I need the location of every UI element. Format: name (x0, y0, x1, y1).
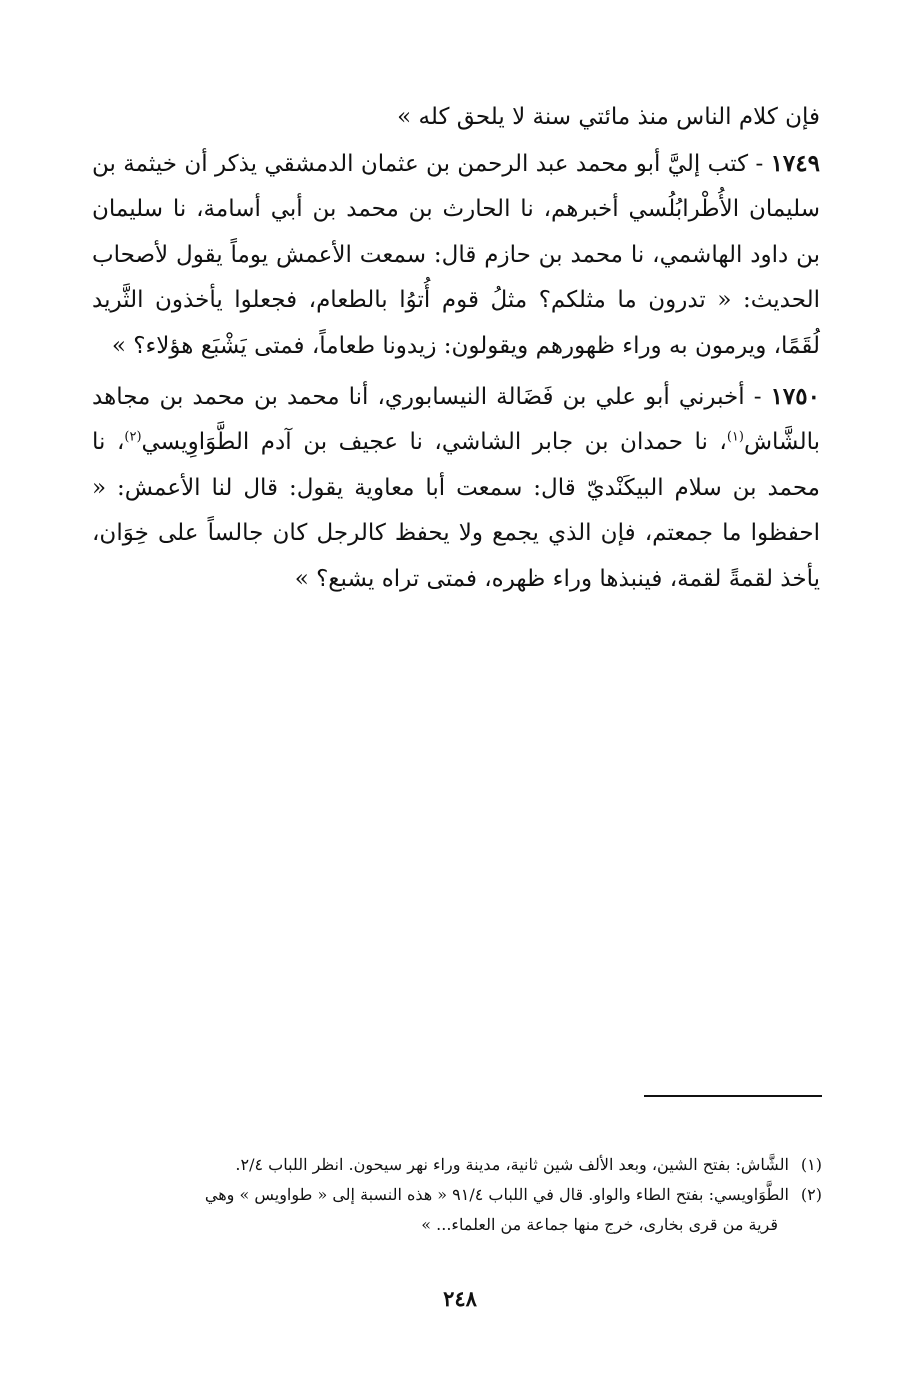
footnote-text: الطَّوَاويسي: بفتح الطاء والواو. قال في اللباب ٩١/٤ « هذه النسبة إلى « طواويس » وهي (204, 1185, 789, 1204)
footnote-mark: (١) (800, 1155, 822, 1174)
hadith-1750 (92, 374, 820, 603)
hadith-number: ١٧٤٩ (770, 149, 820, 177)
hadith-1749 (92, 141, 820, 370)
footnote-reference-1[interactable]: (١) (726, 429, 744, 445)
hadith-number: ١٧٥٠ (770, 382, 820, 410)
footnote-mark: (٢) (800, 1185, 822, 1204)
hadith-text: - كتب إليَّ أبو محمد عبد الرحمن بن عثمان الدمشقي يذكر أن خيثمة بن سليمان الأُطْرابُلُسي أخبرهم، نا الحارث بن محمد بن أبي أسامة، نا سليمان بن داود الهاشمي، نا محمد بن حازم قال: سمعت الأعمش يوماً يقول لأصحاب الحديث: « تدرون ما مثلكم؟ مثلُ قوم أُتوُا بالطعام، فجعلوا يأخذون الثَّريد لُقَمًا، ويرمون به وراء ظهورهم ويقولون: زيدونا طعاماً، فمتى يَشْبَع هؤلاء؟ » (92, 150, 820, 359)
hadith-text-part: ، نا محمد بن سلام البيكَنْديّ قال: سمعت أبا معاوية يقول: قال لنا الأعمش: « احفظوا ما جمعتم، فإن الذي يجمع ولا يحفظ كالرجل كان جالساً على خِوَان، يأخذ لقمةً لقمة، فينبذها وراء ظهره، فمتى تراه يشبع؟ » (92, 429, 820, 592)
footnote-2-continuation: قرية من قرى بخارى، خرج منها جماعة من العلماء... » (421, 1215, 778, 1234)
main-text (92, 95, 820, 603)
opening-line: فإن كلام الناس منذ مائتي سنة لا يلحق كله » (397, 104, 820, 130)
page-number: ٢٤٨ (443, 1286, 477, 1311)
hadith-text-part: ، نا حمدان بن جابر الشاشي، نا عجيف بن آدم الطَّوَاوِيسي (141, 429, 727, 456)
footnote-2 (108, 1180, 822, 1210)
footnotes (108, 1150, 822, 1240)
hadith-text-part: - أخبرني أبو علي بن فَضَالة النيسابوري، أنا محمد بن محمد بن مجاهد بالشَّاش (92, 383, 820, 456)
footnote-separator (644, 1095, 822, 1097)
footnote-reference-2[interactable]: (٢) (124, 429, 142, 445)
footnote-1 (108, 1150, 822, 1180)
footnote-text: الشَّاش: بفتح الشين، وبعد الألف شين ثانية، مدينة وراء نهر سيحون. انظر اللباب ٢/٤. (235, 1155, 789, 1174)
